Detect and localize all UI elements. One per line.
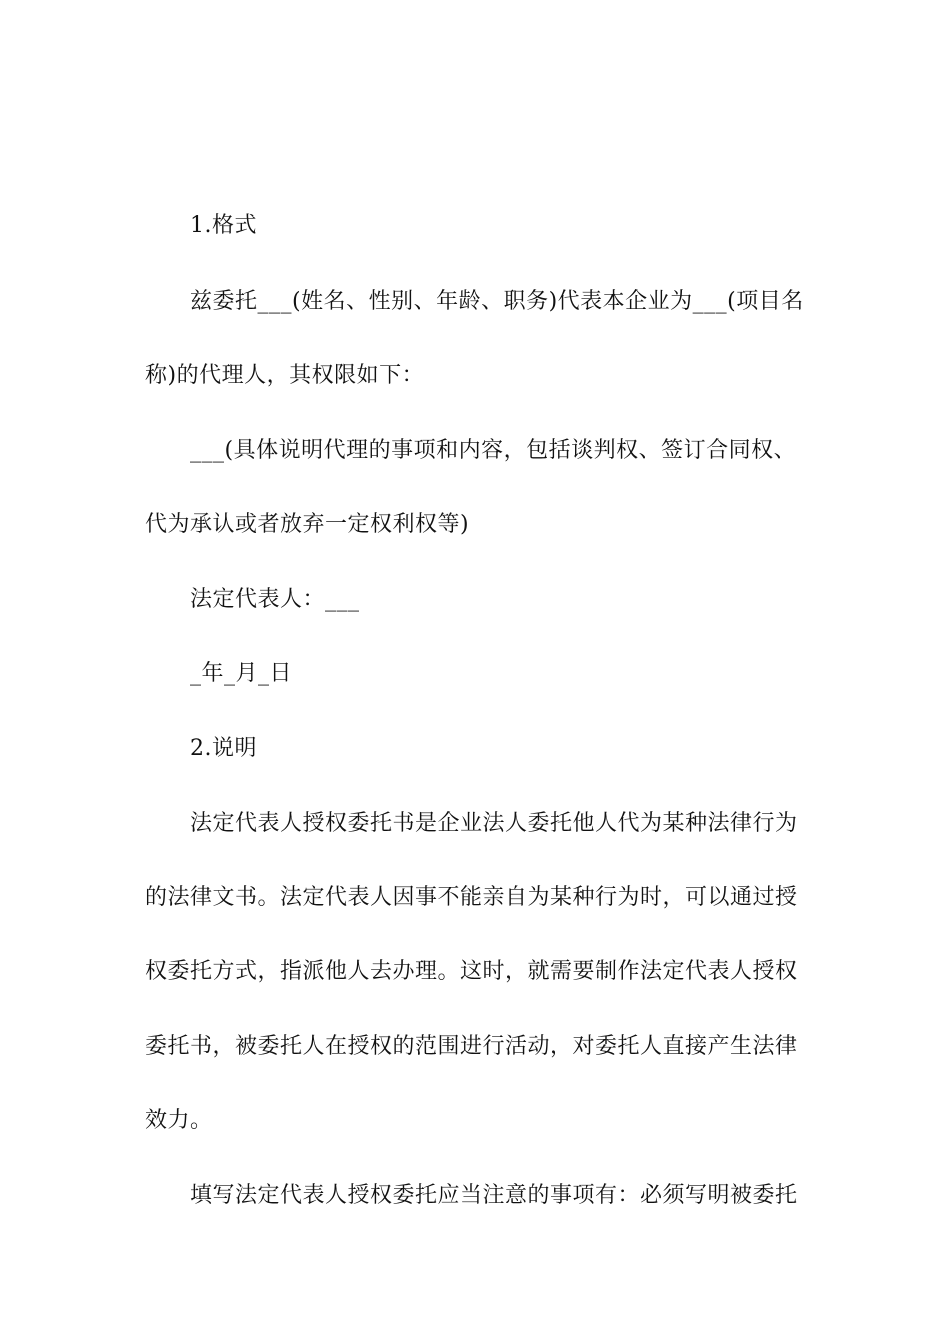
paragraph-line: 委托书，被委托人在授权的范围进行活动，对委托人直接产生法律 — [145, 1034, 798, 1059]
paragraph-line: 兹委托___(姓名、性别、年龄、职务)代表本企业为___(项目名 — [190, 289, 804, 314]
paragraph-line: ___(具体说明代理的事项和内容，包括谈判权、签订合同权、 — [190, 438, 797, 463]
section-heading-format: 1.格式 — [190, 213, 257, 238]
signature-line: 法定代表人：___ — [190, 587, 360, 612]
section-heading-explanation: 2.说明 — [190, 736, 257, 761]
paragraph-line: 效力。 — [145, 1108, 213, 1133]
paragraph-line: 权委托方式，指派他人去办理。这时，就需要制作法定代表人授权 — [145, 959, 798, 984]
paragraph-line: 代为承认或者放弃一定权利权等) — [145, 512, 470, 537]
date-line: _年_月_日 — [190, 661, 293, 686]
paragraph-line: 称)的代理人，其权限如下： — [145, 363, 425, 388]
paragraph-line: 法定代表人授权委托书是企业法人委托他人代为某种法律行为 — [190, 811, 798, 836]
paragraph-line: 填写法定代表人授权委托应当注意的事项有：必须写明被委托 — [190, 1183, 798, 1208]
paragraph-line: 的法律文书。法定代表人因事不能亲自为某种行为时，可以通过授 — [145, 885, 798, 910]
